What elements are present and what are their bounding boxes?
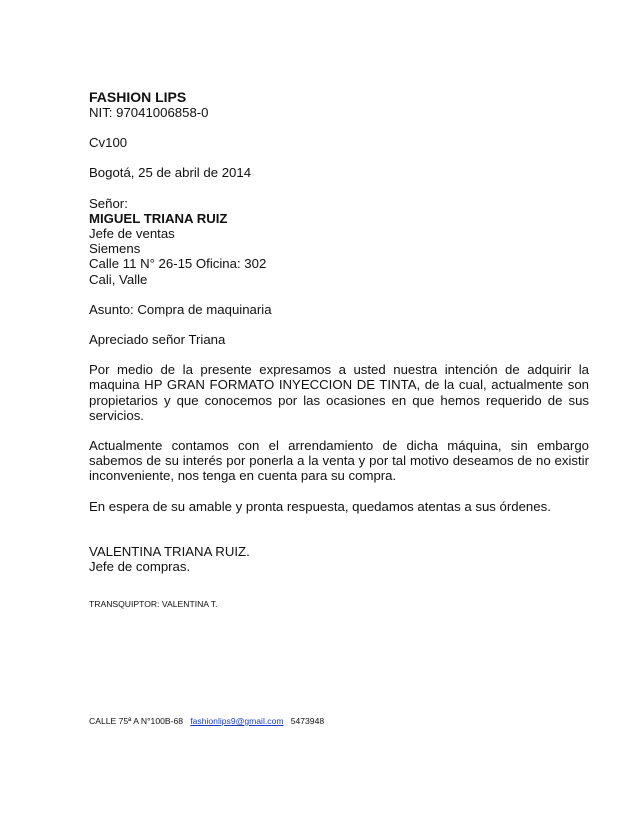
letter-body — [89, 90, 589, 574]
body-paragraph-2: Actualmente contamos con el arrendamiento de dicha máquina, sin embargo sabemos de su interés por ponerla a la venta y por tal motivo deseamos de no existir inconveniente, nos tenga en cuenta para su compra. — [89, 438, 589, 484]
company-nit: NIT: 97041006858-0 — [89, 105, 209, 120]
letter-greeting: Apreciado señor Triana — [89, 332, 226, 348]
signature-block — [89, 544, 589, 574]
recipient-city: Cali, Valle — [89, 271, 148, 287]
recipient-position: Jefe de ventas — [89, 226, 175, 242]
footer-phone: 5473948 — [290, 716, 325, 726]
letter-subject: Asunto: Compra de maquinaria — [89, 301, 272, 317]
closing-line: En espera de su amable y pronta respuesta, quedamos atentas a sus órdenes. — [89, 498, 551, 514]
letter-date: Bogotá, 25 de abril de 2014 — [89, 165, 252, 181]
recipient-title: Señor: — [89, 195, 128, 211]
footer-contact — [89, 716, 324, 726]
footer-address: CALLE 75ª A N°100B-68 — [89, 716, 184, 726]
transcriber-note: TRANSQUIPTOR: VALENTINA T. — [89, 599, 218, 609]
body-paragraph-1: Por medio de la presente expresamos a usted nuestra intención de adquirir la maquina HP GRAN FORMATO INYECCION DE TINTA, de la cual, actualmente son propietarios y que conocemos por las ocasiones en que hemos requerido de sus servicios. — [89, 362, 589, 423]
recipient-block — [89, 196, 589, 287]
signature-position: Jefe de compras. — [89, 559, 191, 575]
recipient-address: Calle 11 N° 26-15 Oficina: 302 — [89, 256, 267, 272]
recipient-name: MIGUEL TRIANA RUIZ — [89, 210, 228, 226]
signature-name: VALENTINA TRIANA RUIZ. — [89, 543, 250, 559]
reference-code: Cv100 — [89, 135, 128, 151]
company-name: FASHION LIPS — [89, 89, 187, 105]
recipient-company: Siemens — [89, 241, 141, 257]
footer-email-link[interactable]: fashionlips9@gmail.com — [190, 716, 284, 726]
